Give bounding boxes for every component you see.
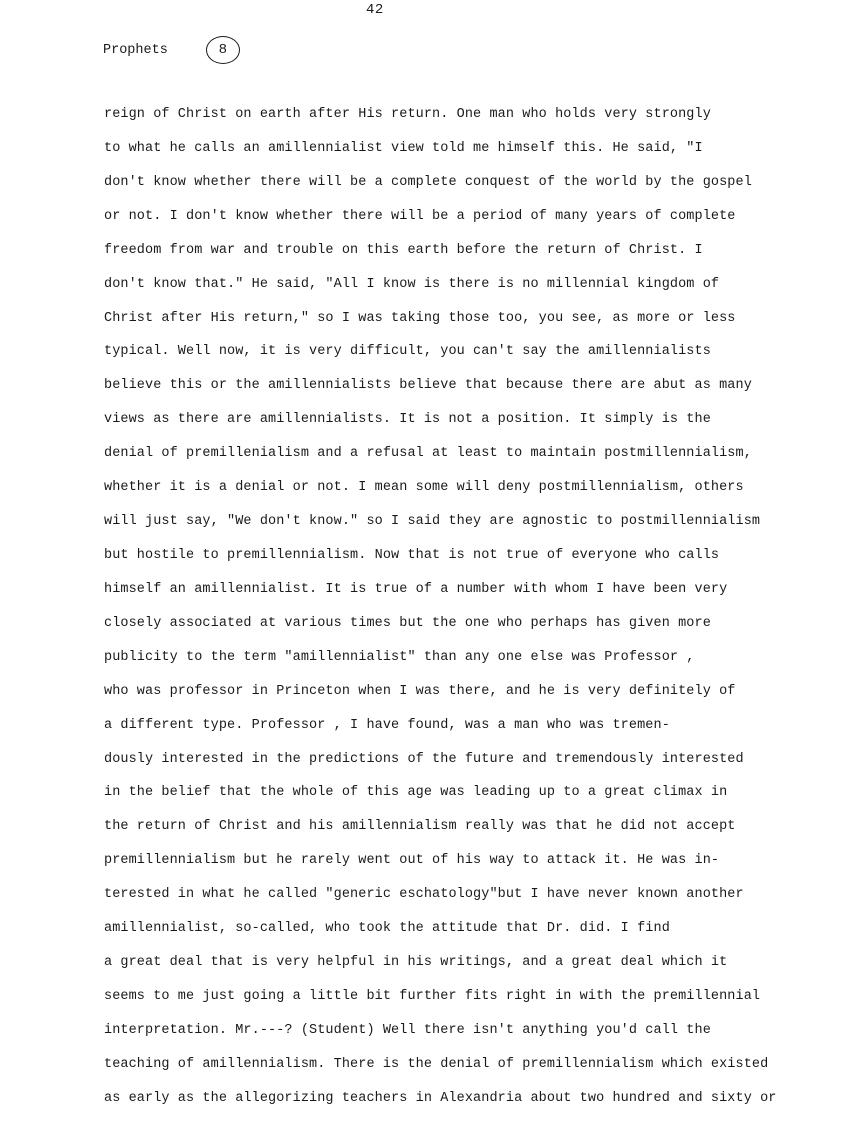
header-title: Prophets [103,42,168,58]
text-line: but hostile to premillennialism. Now that is not true of everyone who calls [104,547,720,563]
text-line: himself an amillennialist. It is true of a number with whom I have been very [104,581,728,597]
text-line: believe this or the amillennialists believe that because there are abut as many [104,378,752,394]
text-line: seems to me just going a little bit further fits right in with the premillennial [104,988,761,1004]
text-line: in the belief that the whole of this age was leading up to a great climax in [104,785,728,801]
text-line: whether it is a denial or not. I mean some will deny postmillennialism, others [104,480,744,496]
text-line: teaching of amillennialism. There is the denial of premillennialism which existed [104,1056,769,1072]
text-line: amillennialist, so-called, who took the attitude that Dr. did. I find [104,921,670,937]
text-line: reign of Christ on earth after His return. One man who holds very strongly [104,107,711,122]
lecture-number-circle: 8 [206,36,240,64]
text-line: terested in what he called "generic eschatology"but I have never known another [104,887,744,903]
text-line: premillennialism but he rarely went out of his way to attack it. He was in- [104,853,720,869]
text-line: dously interested in the predictions of the future and tremendously interested [104,751,744,767]
text-line: who was professor in Princeton when I was there, and he is very definitely of [104,683,736,699]
text-line: as early as the allegorizing teachers in Alexandria about two hundred and sixty or [104,1090,777,1106]
text-line: don't know that." He said, "All I know is there is no millennial kingdom of [104,276,720,292]
text-line: interpretation. Mr.---? (Student) Well there isn't anything you'd call the [104,1022,711,1038]
text-line: the return of Christ and his amillennialism really was that he did not accept [104,819,736,835]
text-line: views as there are amillennialists. It is not a position. It simply is the [104,412,711,428]
text-line: publicity to the term "amillennialist" than any one else was Professor , [104,649,695,665]
text-line: closely associated at various times but the one who perhaps has given more [104,615,711,631]
text-line: don't know whether there will be a complete conquest of the world by the gospel [104,174,752,190]
text-line: freedom from war and trouble on this earth before the return of Christ. I [104,242,703,258]
text-line: or not. I don't know whether there will be a period of many years of complete [104,208,736,224]
text-line: typical. Well now, it is very difficult, you can't say the amillennialists [104,344,711,360]
text-line: will just say, "We don't know." so I said they are agnostic to postmillennialism [104,514,761,530]
text-line: a different type. Professor , I have found, was a man who was tremen- [104,717,670,733]
body-text [104,104,804,1122]
text-line: to what he calls an amillennialist view told me himself this. He said, "I [104,140,703,156]
text-line: a great deal that is very helpful in his writings, and a great deal which it [104,955,728,971]
page-header [103,36,240,64]
text-line: Christ after His return," so I was taking those too, you see, as more or less [104,310,736,326]
page-number: 42 [366,2,384,18]
text-line: denial of premillenialism and a refusal at least to maintain postmillennialism, [104,446,752,462]
